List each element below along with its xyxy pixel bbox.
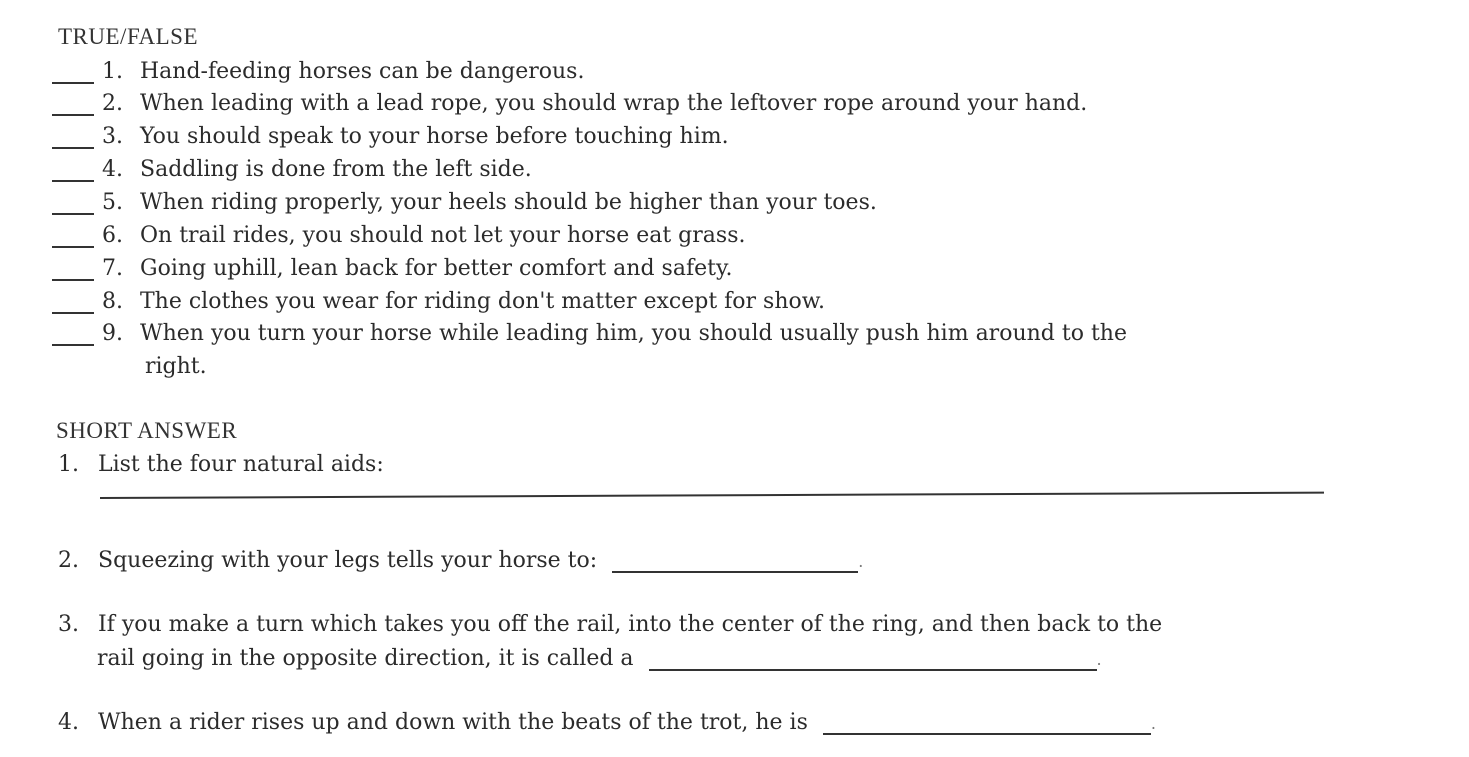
item-number: 8. [102, 289, 123, 314]
answer-blank[interactable] [52, 158, 94, 182]
item-number: 4. [102, 157, 123, 182]
item-number: 1. [58, 452, 79, 477]
item-suffix: . [1150, 714, 1156, 733]
answer-blank[interactable] [52, 191, 94, 215]
answer-blank[interactable] [52, 290, 94, 314]
item-text: Saddling is done from the left side. [140, 157, 532, 182]
item-text: When a rider rises up and down with the beats of the trot, he is [98, 710, 808, 735]
answer-blank[interactable] [52, 322, 94, 346]
sa-item-continuation-row [97, 646, 1102, 671]
sa-item [58, 452, 384, 477]
item-number: 9. [102, 321, 123, 346]
item-number: 1. [102, 59, 123, 84]
item-text: Squeezing with your legs tells your horse to: [98, 548, 598, 573]
item-number: 2. [102, 91, 123, 116]
item-text: When you turn your horse while leading him, you should usually push him around to the [140, 321, 1127, 346]
tf-item [52, 150, 532, 182]
tf-item [52, 183, 877, 215]
tf-item [52, 52, 584, 84]
tf-item [52, 282, 825, 314]
tf-item [52, 249, 732, 281]
answer-line[interactable] [612, 551, 858, 573]
item-number: 3. [58, 612, 79, 637]
item-number: 6. [102, 223, 123, 248]
item-text-continuation: rail going in the opposite direction, it is called a [97, 646, 634, 671]
tf-item [52, 117, 729, 149]
answer-blank[interactable] [52, 92, 94, 116]
sa-item [58, 710, 1156, 735]
answer-line[interactable] [823, 713, 1151, 735]
item-text: If you make a turn which takes you off the rail, into the center of the ring, and then back to the [98, 612, 1163, 637]
item-text: You should speak to your horse before touching him. [140, 124, 729, 149]
short-answer-heading: SHORT ANSWER [56, 418, 238, 443]
item-text: List the four natural aids: [98, 452, 384, 477]
item-text-continuation: right. [145, 354, 207, 379]
answer-blank[interactable] [52, 257, 94, 281]
answer-line[interactable] [649, 649, 1097, 671]
tf-item [52, 216, 745, 248]
true-false-heading: TRUE/FALSE [58, 24, 199, 49]
item-suffix: . [1096, 650, 1102, 669]
item-text: Going uphill, lean back for better comfort and safety. [140, 256, 733, 281]
answer-blank[interactable] [52, 125, 94, 149]
answer-line[interactable] [100, 492, 1324, 499]
item-text: When riding properly, your heels should be higher than your toes. [140, 190, 877, 215]
item-text: On trail rides, you should not let your horse eat grass. [140, 223, 746, 248]
item-text: The clothes you wear for riding don't matter except for show. [140, 289, 825, 314]
item-number: 4. [58, 710, 79, 735]
item-text: When leading with a lead rope, you should wrap the leftover rope around your hand. [140, 91, 1088, 116]
sa-item [58, 548, 863, 573]
tf-item [52, 84, 1087, 116]
answer-blank[interactable] [52, 224, 94, 248]
sa-item [58, 612, 1162, 637]
item-suffix: . [858, 552, 864, 571]
tf-item [52, 314, 1127, 346]
item-text: Hand-feeding horses can be dangerous. [140, 59, 585, 84]
answer-blank[interactable] [52, 60, 94, 84]
item-number: 7. [102, 256, 123, 281]
item-number: 5. [102, 190, 123, 215]
item-number: 2. [58, 548, 79, 573]
item-number: 3. [102, 124, 123, 149]
